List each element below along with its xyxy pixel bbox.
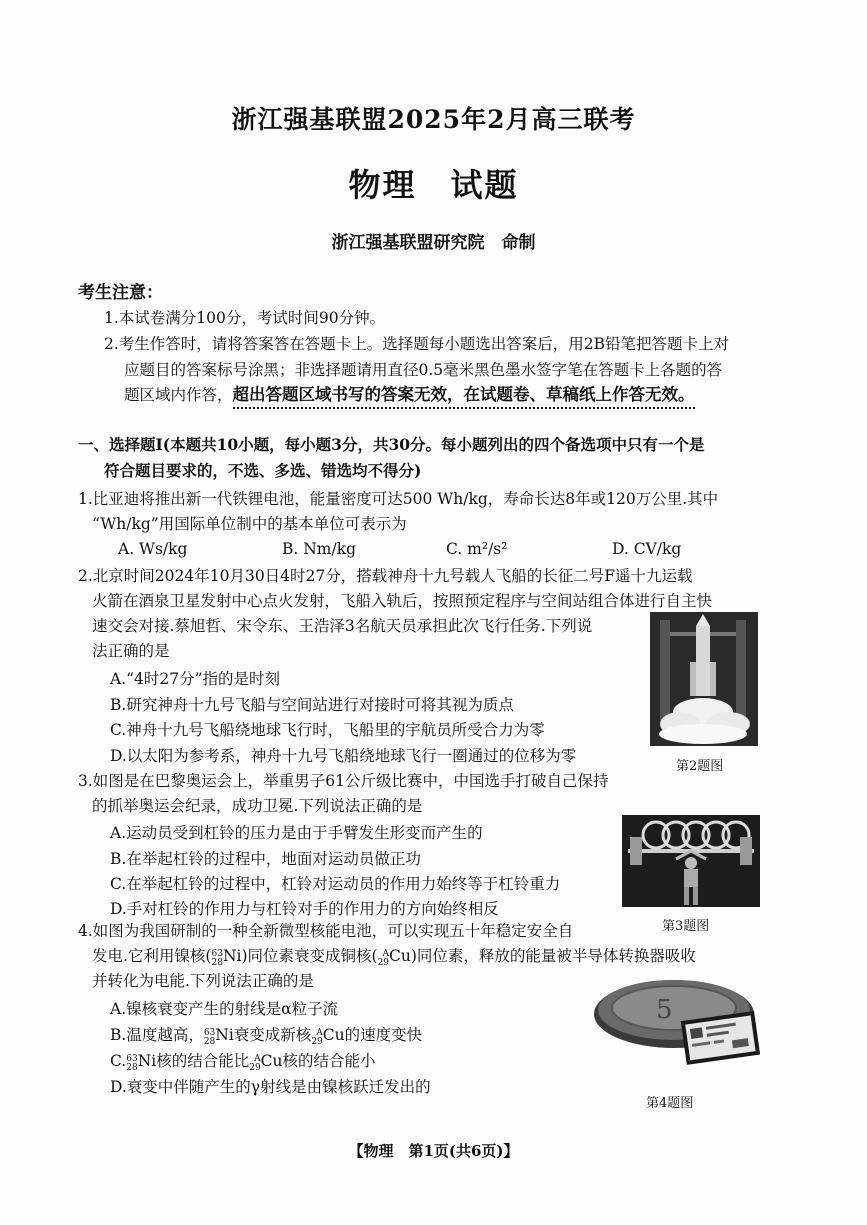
q2-stem-line-3: 速交会对接.蔡旭哲、宋令东、王浩泽3名航天员承担此次飞行任务.下列说 — [92, 617, 593, 635]
q4-option-c-text-a: C. — [110, 1052, 127, 1070]
exam-title: 浙江强基联盟2025年2月高三联考 — [231, 105, 636, 134]
cu-atomic-number-b: 29 — [311, 1037, 323, 1047]
q4-option-b-text-b: Ni衰变成新核 — [215, 1026, 312, 1044]
q2-option-d: D.以太阳为参考系，神舟十九号飞船绕地球飞行一圈通过的位移为零 — [110, 747, 577, 765]
q1-option-b: B. Nm/kg — [282, 540, 357, 558]
q4-option-a: A.镍核衰变产生的射线是α粒子流 — [110, 1000, 339, 1018]
organizer: 浙江强基联盟研究院 命制 — [331, 233, 536, 253]
q4-stem-line-1: 4.如图为我国研制的一种全新微型核能电池，可以实现五十年稳定安全自 — [78, 922, 574, 940]
q1-stem-line-2: “Wh/kg”用国际单位制中的基本单位可表示为 — [92, 515, 407, 533]
notice-emphasis: 超出答题区域书写的答案无效，在试题卷、草稿纸上作答无效。 — [233, 385, 695, 409]
q2-option-b: B.研究神舟十九号飞船与空间站进行对接时可将其视为质点 — [110, 696, 514, 714]
rocket-launch-icon — [650, 612, 758, 746]
weightlifter-icon — [622, 815, 760, 907]
page-footer: 【物理 第1页(共6页)】 — [348, 1142, 519, 1160]
q4-option-c-text-b: Ni核的结合能比 — [137, 1052, 250, 1070]
nuclear-battery-icon — [592, 970, 768, 1076]
svg-text:5: 5 — [656, 995, 673, 1025]
notice-item-2-line-3-text: 题区域内作答， — [124, 386, 233, 404]
ni-nuclide-numbers-c — [126, 1055, 137, 1073]
q2-figure-caption: 第2题图 — [676, 759, 724, 774]
q3-stem-line-1: 3.如图是在巴黎奥运会上，举重男子61公斤级比赛中，中国选手打破自己保持 — [78, 772, 609, 790]
q2-stem-line-1: 2.北京时间2024年10月30日4时27分，搭载神舟十九号载人飞船的长征二号F遥十九运载 — [78, 567, 693, 585]
subject-title: 物理 试题 — [348, 166, 519, 204]
ni-nuclide-numbers-b — [204, 1029, 215, 1047]
q1-stem-line-1: 1.比亚迪将推出新一代铁锂电池，能量密度可达500 Wh/kg，寿命长达8年或120万公里.其中 — [78, 490, 719, 508]
q4-option-b-text-a: B.温度越高， — [110, 1026, 204, 1044]
ni-mass-number: 63 — [211, 949, 223, 959]
q3-figure-caption: 第3题图 — [662, 919, 710, 934]
cu-mass-number: A — [382, 949, 390, 959]
ni-symbol: Ni — [222, 947, 242, 965]
q1-option-c: C. m²/s² — [446, 540, 508, 558]
cu-nuclide-numbers — [378, 950, 389, 968]
q2-option-c: C.神舟十九号飞船绕地球飞行时，飞船里的宇航员所受合力为零 — [110, 721, 545, 739]
weightlifting-image — [622, 815, 760, 907]
cu-nuclide-numbers-b — [311, 1029, 322, 1047]
cu-symbol: Cu — [389, 947, 411, 965]
q1-option-d: D. CV/kg — [612, 540, 682, 558]
q3-option-d: D.手对杠铃的作用力与杠铃对手的作用力的方向始终相反 — [110, 900, 499, 918]
notice-heading: 考生注意： — [78, 283, 163, 303]
q4-stem-text-b: )同位素衰变成铜核( — [241, 947, 378, 965]
cu-mass-number-c: A — [254, 1054, 261, 1064]
q3-option-a: A.运动员受到杠铃的压力是由于手臂发生形变而产生的 — [110, 824, 483, 842]
ni-atomic-number-b: 28 — [203, 1037, 216, 1047]
q4-option-b-text-c: Cu的速度变快 — [322, 1026, 423, 1044]
notice-item-2-line-2: 应题目的答案标号涂黑；非选择题请用直径0.5毫米黑色墨水签字笔在答题卡上各题的答 — [124, 361, 723, 379]
nuclear-battery-image — [592, 970, 768, 1076]
ni-nuclide-numbers — [211, 950, 222, 968]
q2-option-a: A.“4时27分”指的是时刻 — [110, 670, 281, 688]
q2-stem-line-4: 法正确的是 — [92, 642, 170, 660]
q3-option-c: C.在举起杠铃的过程中，杠铃对运动员的作用力始终等于杠铃重力 — [110, 875, 561, 893]
q3-option-b: B.在举起杠铃的过程中，地面对运动员做正功 — [110, 850, 421, 868]
notice-item-2-line-3 — [124, 385, 695, 405]
cu-atomic-number-c: 29 — [249, 1063, 261, 1073]
ni-mass-number-b: 63 — [203, 1028, 216, 1038]
q1-option-a: A. Ws/kg — [118, 540, 188, 558]
cu-atomic-number: 29 — [377, 958, 390, 968]
q4-stem-line-2 — [92, 946, 696, 968]
rocket-launch-image — [650, 612, 758, 746]
ni-atomic-number-c: 28 — [126, 1063, 138, 1073]
q4-figure-caption: 第4题图 — [646, 1096, 694, 1111]
q4-option-c-text-c: Cu核的结合能小 — [260, 1052, 376, 1070]
q3-stem-line-2: 的抓举奥运会纪录，成功卫冕.下列说法正确的是 — [92, 797, 423, 815]
q4-option-c — [110, 1049, 376, 1073]
q4-option-d: D.衰变中伴随产生的γ射线是由镍核跃迁发出的 — [110, 1078, 431, 1096]
ni-mass-number-c: 63 — [126, 1054, 138, 1064]
section-1-heading-line-2: 符合题目要求的，不选、多选、错选均不得分) — [104, 461, 422, 480]
q2-stem-line-2: 火箭在酒泉卫星发射中心点火发射，飞船入轨后，按照预定程序与空间站组合体进行自主快 — [92, 592, 713, 610]
q4-stem-line-3: 并转化为电能.下列说法正确的是 — [92, 972, 314, 990]
q4-option-b — [110, 1023, 422, 1047]
q4-stem-text-c: )同位素，释放的能量被半导体转换器吸收 — [410, 947, 696, 965]
q4-stem-text-a: 发电.它利用镍核( — [92, 947, 212, 965]
cu-mass-number-b: A — [316, 1028, 323, 1038]
notice-item-2-line-1: 2.考生作答时，请将答案答在答题卡上。选择题每小题选出答案后，用2B铅笔把答题卡上对 — [104, 335, 730, 353]
notice-item-1: 1.本试卷满分100分，考试时间90分钟。 — [104, 309, 386, 327]
cu-nuclide-numbers-c — [249, 1055, 260, 1073]
ni-atomic-number: 28 — [211, 958, 223, 968]
section-1-heading-line-1: 一、选择题Ⅰ(本题共10小题，每小题3分，共30分。每小题列出的四个备选项中只有一个是 — [78, 435, 705, 454]
